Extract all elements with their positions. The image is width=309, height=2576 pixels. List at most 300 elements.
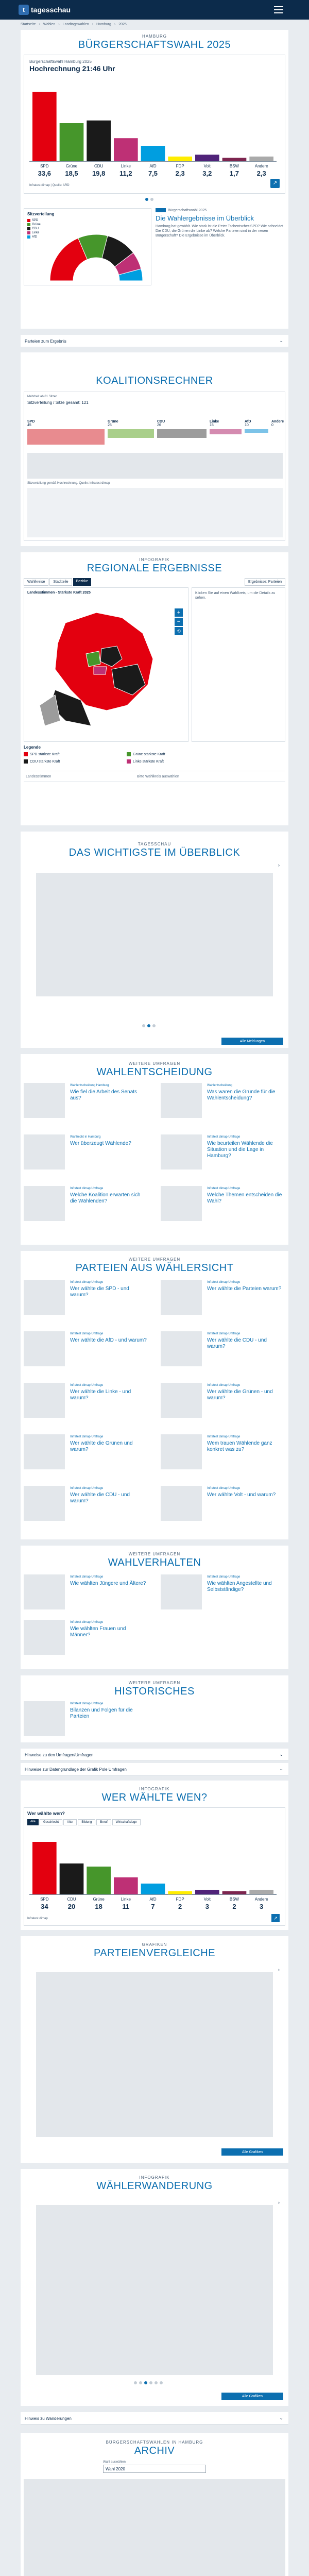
party-name: CDU bbox=[157, 420, 165, 423]
tick-label: FDP bbox=[176, 164, 184, 168]
section-title: ARCHIV bbox=[134, 2445, 175, 2456]
seat-legend-item bbox=[27, 231, 41, 234]
party-seats: 25 bbox=[108, 423, 112, 427]
teaser-tile[interactable] bbox=[24, 1134, 148, 1170]
tile-title[interactable]: Wie wählten Frauen und Männer? bbox=[70, 1626, 126, 1638]
bar-grüne[interactable] bbox=[60, 123, 84, 161]
tile-image bbox=[161, 1434, 202, 1469]
section-kicker: TAGESSCHAU bbox=[138, 842, 171, 846]
chart-title: Hochrechnung 21:46 Uhr bbox=[29, 64, 115, 73]
tile-title[interactable]: Bilanzen und Folgen für die Parteien bbox=[70, 1707, 133, 1719]
archive-section bbox=[21, 2433, 288, 2576]
tile-title[interactable]: Wer wählte die CDU - und warum? bbox=[207, 1337, 267, 1349]
tile-image bbox=[24, 1701, 65, 1736]
tile-image bbox=[161, 1331, 202, 1366]
tile-image bbox=[24, 1331, 65, 1366]
carousel-dot[interactable] bbox=[134, 2381, 137, 2384]
party-bar bbox=[157, 429, 207, 438]
teaser-card[interactable] bbox=[156, 208, 285, 285]
tile-image bbox=[161, 1486, 202, 1521]
chevron-down-icon: ⌄ bbox=[279, 1766, 283, 1771]
party-bar bbox=[108, 429, 154, 438]
coalition-section bbox=[21, 361, 288, 546]
tab-geschlecht[interactable]: Geschlecht bbox=[40, 1819, 62, 1825]
legend-swatch bbox=[27, 219, 30, 222]
tile-kicker: Infratest dimap Umfrage bbox=[207, 1281, 241, 1284]
tile-kicker: Infratest dimap Umfrage bbox=[70, 1187, 104, 1190]
tile-image bbox=[161, 1574, 202, 1609]
coalition-party-grüne[interactable] bbox=[108, 420, 154, 451]
party-name: Andere bbox=[271, 420, 284, 423]
section-kicker: WEITERE UMFRAGEN bbox=[128, 1681, 181, 1685]
tile-title[interactable]: Wer wählte die AfD - und warum? bbox=[70, 1337, 147, 1343]
hamburg-map[interactable] bbox=[35, 602, 168, 736]
teaser-text: Hamburg hat gewählt. Wie stark ist die Peter Tschentscher-SPD? Wie schneidet Die CDU, die Grünen die Linke ab? Welche Parteien sind in der neuen Bürgerschaft? Die Ergebnisse im Überblick. bbox=[156, 225, 284, 238]
tile-kicker: Wahlrecht in Hamburg bbox=[70, 1136, 101, 1139]
result-chart-card bbox=[24, 55, 285, 194]
who-voted-section bbox=[21, 1781, 288, 1930]
breadcrumb-item[interactable]: Startseite bbox=[21, 23, 36, 26]
teaser-tile[interactable] bbox=[161, 1574, 285, 1609]
legend-swatch bbox=[27, 231, 30, 234]
data-label: 20 bbox=[67, 1903, 76, 1910]
menu-icon[interactable] bbox=[274, 6, 283, 13]
region-tabs bbox=[24, 578, 91, 586]
breadcrumb-item[interactable]: Hamburg bbox=[96, 23, 111, 26]
tile-title[interactable]: Wie fiel die Arbeit des Senats aus? bbox=[70, 1089, 138, 1101]
teaser-tile[interactable] bbox=[161, 1383, 285, 1418]
carousel-dot[interactable] bbox=[154, 2381, 158, 2384]
tick-label: AfD bbox=[149, 1897, 157, 1902]
tab-bildung[interactable]: Bildung bbox=[78, 1819, 95, 1825]
tick-label: CDU bbox=[67, 1897, 76, 1902]
seat-card bbox=[24, 208, 151, 285]
seat-half-donut bbox=[45, 229, 148, 283]
zoom-out-button[interactable]: − bbox=[175, 618, 183, 626]
legend-label: Linke bbox=[32, 231, 40, 234]
party-seats: 26 bbox=[157, 423, 161, 427]
tile-kicker: Infratest dimap Umfrage bbox=[70, 1384, 104, 1387]
tile-kicker: Infratest dimap Umfrage bbox=[70, 1702, 104, 1705]
teaser-tile[interactable] bbox=[24, 1434, 148, 1469]
legend-swatch bbox=[24, 759, 28, 764]
bar-cdu[interactable] bbox=[60, 1863, 84, 1894]
data-label: 7,5 bbox=[148, 170, 158, 177]
party-bar bbox=[210, 429, 242, 434]
tile-image bbox=[24, 1383, 65, 1418]
legend-label: SPD stärkste Kraft bbox=[30, 752, 60, 756]
bar-afd[interactable] bbox=[141, 146, 165, 161]
tile-kicker: Infratest dimap Umfrage bbox=[70, 1487, 104, 1490]
legend-item bbox=[127, 752, 230, 756]
legend-swatch bbox=[27, 227, 30, 230]
map-card bbox=[24, 587, 188, 742]
accordion-data-notes[interactable] bbox=[21, 1763, 288, 1775]
share-icon[interactable]: ↗ bbox=[271, 1914, 280, 1922]
behavior-section bbox=[21, 1546, 288, 1669]
legend-swatch bbox=[127, 759, 131, 764]
all-graphics-button[interactable]: Alle Grafiken bbox=[221, 2148, 283, 2156]
tick-label: AfD bbox=[149, 164, 157, 168]
share-icon[interactable]: ↗ bbox=[270, 179, 280, 188]
overview-section bbox=[21, 832, 288, 1048]
archive-content bbox=[24, 2479, 285, 2576]
tile-kicker: Wahlentscheidung Hamburg bbox=[70, 1084, 109, 1087]
data-label: 11,2 bbox=[119, 170, 132, 177]
bar-andere[interactable] bbox=[249, 157, 273, 161]
tile-title[interactable]: Was waren die Gründe für die Wahlentscheidung? bbox=[207, 1089, 276, 1101]
carousel-dot[interactable] bbox=[152, 1024, 156, 1027]
regional-section bbox=[21, 552, 288, 825]
carousel-dot[interactable] bbox=[147, 1024, 150, 1027]
legend-label: CDU stärkste Kraft bbox=[30, 759, 60, 764]
coalition-note: Sitzverteilung gemäß Hochrechnung. Quelle: infratest dimap bbox=[27, 482, 110, 485]
section-title: DAS WICHTIGSTE IM ÜBERBLICK bbox=[68, 847, 241, 858]
breadcrumb-item: 2025 bbox=[118, 23, 127, 26]
breadcrumb-separator: › bbox=[39, 23, 40, 26]
data-label: 18 bbox=[95, 1903, 102, 1910]
tile-kicker: Infratest dimap Umfrage bbox=[207, 1332, 241, 1335]
bar-volt[interactable] bbox=[195, 155, 219, 161]
bar-cdu[interactable] bbox=[87, 121, 111, 161]
tile-title[interactable]: Wer überzeugt Wählende? bbox=[70, 1141, 131, 1146]
tile-title[interactable]: Wer wählte Volt - und warum? bbox=[207, 1492, 276, 1498]
coalition-party-spd[interactable] bbox=[27, 420, 105, 451]
section-title: PARTEIEN AUS WÄHLERSICHT bbox=[75, 1262, 234, 1274]
tile-image bbox=[24, 1280, 65, 1315]
section-kicker: BÜRGERSCHAFTSWAHLEN IN HAMBURG bbox=[106, 2440, 203, 2445]
section-kicker: WEITERE UMFRAGEN bbox=[128, 1061, 181, 1066]
legend-title: Legende bbox=[24, 745, 41, 750]
breadcrumb-separator: › bbox=[58, 23, 60, 26]
tile-kicker: Wahlentscheidung bbox=[207, 1084, 233, 1087]
tick-label: BSW bbox=[229, 164, 239, 168]
carousel-dot[interactable] bbox=[144, 2381, 147, 2384]
logo-text: tagesschau bbox=[31, 6, 71, 14]
tab-stadtteile[interactable]: Stadtteile bbox=[49, 578, 72, 586]
breadcrumb bbox=[21, 23, 127, 26]
teaser-badge bbox=[156, 208, 166, 212]
tile-title[interactable]: Wer wählte die CDU - und warum? bbox=[70, 1492, 130, 1504]
party-bar bbox=[27, 429, 105, 445]
teaser-tile[interactable] bbox=[24, 1280, 148, 1315]
tile-title[interactable]: Wer wählte die SPD - und warum? bbox=[70, 1286, 129, 1298]
bar-bsw[interactable] bbox=[222, 1891, 247, 1894]
tile-title[interactable]: Wem trauen Wählende ganz konkret was zu? bbox=[207, 1440, 272, 1452]
legend-label: Grüne stärkste Kraft bbox=[133, 752, 165, 756]
all-news-button[interactable]: Alle Meldungen bbox=[221, 1038, 283, 1045]
carousel-dots bbox=[134, 2381, 163, 2384]
site-header bbox=[0, 0, 309, 20]
comparison-section bbox=[21, 1936, 288, 2163]
chart-title: Wer wählte wen? bbox=[27, 1811, 65, 1816]
tick-label: Andere bbox=[254, 164, 268, 168]
coalition-party-afd[interactable] bbox=[245, 420, 268, 451]
tile-title[interactable]: Welche Koalition erwarten sich die Wählenden? bbox=[70, 1192, 141, 1204]
seat-legend bbox=[27, 219, 41, 239]
teaser-tile[interactable] bbox=[161, 1434, 285, 1469]
seat-legend-item bbox=[27, 219, 41, 222]
data-label: 11 bbox=[122, 1903, 130, 1910]
tick-label: Grüne bbox=[93, 1897, 105, 1902]
tile-kicker: Infratest dimap Umfrage bbox=[207, 1384, 241, 1387]
teaser-tile[interactable] bbox=[161, 1331, 285, 1366]
tick-label: Linke bbox=[121, 164, 131, 168]
legend-swatch bbox=[127, 752, 131, 756]
tile-kicker: Infratest dimap Umfrage bbox=[70, 1281, 104, 1284]
accordion-migration[interactable] bbox=[21, 2412, 288, 2425]
data-label: 18,5 bbox=[65, 170, 78, 177]
tile-kicker: Infratest dimap Umfrage bbox=[207, 1575, 241, 1579]
tile-title[interactable]: Wer wählte die Linke - und warum? bbox=[70, 1389, 131, 1401]
comparison-carousel[interactable] bbox=[36, 1972, 273, 2137]
coalition-party-linke[interactable] bbox=[210, 420, 242, 451]
logo-mark: t bbox=[19, 5, 29, 15]
legend-item bbox=[24, 752, 127, 756]
page-title: BÜRGERSCHAFTSWAHL 2025 bbox=[78, 39, 231, 50]
reset-icon[interactable]: ⟲ bbox=[175, 627, 183, 635]
carousel-dot[interactable] bbox=[160, 2381, 163, 2384]
teaser-tile[interactable] bbox=[24, 1486, 148, 1521]
accordion-parteien[interactable] bbox=[21, 335, 288, 347]
map-title: Landesstimmen - Stärkste Kraft 2025 bbox=[27, 591, 91, 595]
migration-carousel[interactable] bbox=[36, 2205, 273, 2375]
accordion-label: Hinweise zur Datengrundlage der Grafik Pole Umfragen bbox=[25, 1767, 127, 1772]
teaser-tile[interactable] bbox=[161, 1134, 285, 1170]
tile-title[interactable]: Welche Themen entscheiden die Wahl? bbox=[207, 1192, 282, 1204]
bar-grüne[interactable] bbox=[87, 1867, 111, 1894]
region-detail-card bbox=[192, 587, 285, 742]
data-label: 3 bbox=[205, 1903, 209, 1910]
tick-label: Volt bbox=[203, 1897, 211, 1902]
bar-linke[interactable] bbox=[114, 1877, 138, 1894]
region-select[interactable]: Bitte Wahlkreis auswählen bbox=[137, 775, 179, 778]
carousel-dot[interactable] bbox=[149, 2381, 152, 2384]
decision-section bbox=[21, 1054, 288, 1245]
tile-image bbox=[24, 1620, 65, 1655]
coalition-bars bbox=[27, 420, 283, 451]
carousel-dot[interactable] bbox=[145, 198, 148, 201]
coalition-select-label: Sitzverteilung / Sitze gesamt: 121 bbox=[27, 400, 89, 405]
tile-kicker: Infratest dimap Umfrage bbox=[207, 1487, 241, 1490]
region-footer-label: Landesstimmen bbox=[26, 775, 52, 778]
breadcrumb-separator: › bbox=[92, 23, 94, 26]
tab-alter[interactable]: Alter bbox=[63, 1819, 77, 1825]
teaser-kicker: Bürgerschaftswahl 2025 bbox=[168, 208, 207, 212]
legend-label: Linke stärkste Kraft bbox=[133, 759, 164, 764]
section-title: KOALITIONSRECHNER bbox=[96, 375, 213, 386]
map-legend bbox=[24, 752, 230, 764]
tile-image bbox=[24, 1083, 65, 1118]
zoom-in-button[interactable]: + bbox=[175, 608, 183, 617]
party-seats: 0 bbox=[271, 423, 273, 427]
legend-label: Grüne bbox=[32, 223, 41, 226]
chevron-down-icon: ⌄ bbox=[279, 1752, 283, 1757]
data-label: 3 bbox=[260, 1903, 264, 1910]
tile-image bbox=[161, 1134, 202, 1170]
chevron-right-icon[interactable]: › bbox=[278, 1967, 280, 1972]
history-tile[interactable] bbox=[24, 1701, 148, 1736]
chevron-right-icon[interactable]: › bbox=[278, 862, 280, 868]
tick-label: Andere bbox=[254, 1897, 268, 1902]
archive-select[interactable]: Wahl 2020 bbox=[103, 2465, 206, 2473]
chevron-right-icon[interactable]: › bbox=[278, 2200, 280, 2205]
coalition-result-area bbox=[27, 488, 283, 537]
breadcrumb-item[interactable]: Wahlen bbox=[43, 23, 56, 26]
tab-beruf[interactable]: Beruf bbox=[96, 1819, 111, 1825]
legend-label: SPD bbox=[32, 219, 39, 222]
section-title: WÄHLERWANDERUNG bbox=[96, 2180, 213, 2192]
tick-label: CDU bbox=[94, 164, 104, 168]
tile-kicker: Infratest dimap Umfrage bbox=[70, 1332, 104, 1335]
tick-label: Volt bbox=[203, 164, 211, 168]
chart-source: Infratest dimap | Quelle: ARD bbox=[29, 184, 70, 187]
legend-item bbox=[24, 759, 127, 764]
bar-andere[interactable] bbox=[249, 1890, 273, 1894]
teaser-tile[interactable] bbox=[161, 1486, 285, 1521]
section-title: WAHLENTSCHEIDUNG bbox=[96, 1066, 213, 1078]
results-dropdown[interactable]: Ergebnisse: Parteien bbox=[245, 578, 285, 586]
legend-label: AfD bbox=[32, 235, 38, 239]
chart-source: Infratest dimap bbox=[27, 1917, 48, 1920]
teaser-tile[interactable] bbox=[24, 1620, 148, 1655]
tile-kicker: Infratest dimap Umfrage bbox=[207, 1187, 241, 1190]
tab-bezirke[interactable]: Bezirke bbox=[73, 578, 91, 586]
seat-legend-item bbox=[27, 235, 41, 239]
data-label: 33,6 bbox=[38, 170, 51, 177]
seat-legend-item bbox=[27, 227, 41, 230]
section-title: WAHLVERHALTEN bbox=[108, 1557, 201, 1568]
tile-image bbox=[24, 1186, 65, 1221]
bar-spd[interactable] bbox=[32, 92, 57, 161]
tab-wahlkreise[interactable]: Wahlkreise bbox=[24, 578, 48, 586]
overview-carousel[interactable] bbox=[36, 873, 273, 996]
teaser-tile[interactable] bbox=[24, 1186, 148, 1221]
section-kicker: HAMBURG bbox=[142, 34, 167, 39]
section-kicker: WEITERE UMFRAGEN bbox=[128, 1257, 181, 1262]
section-title: REGIONALE ERGEBNISSE bbox=[87, 563, 222, 574]
tile-title[interactable]: Wer wählte die Grünen und warum? bbox=[70, 1440, 133, 1452]
bar-fdp[interactable] bbox=[168, 1891, 192, 1894]
teaser-tile[interactable] bbox=[24, 1574, 148, 1609]
teaser-tile[interactable] bbox=[24, 1083, 148, 1118]
tile-kicker: Infratest dimap Umfrage bbox=[207, 1136, 241, 1139]
legend-swatch bbox=[27, 235, 30, 239]
party-seats: 10 bbox=[245, 423, 249, 427]
result-bar-chart bbox=[29, 77, 277, 180]
data-label: 2,3 bbox=[256, 170, 266, 177]
section-title: WER WÄHLTE WEN? bbox=[101, 1792, 208, 1803]
who-voted-card bbox=[24, 1807, 285, 1926]
tab-wirtschaftslage[interactable]: Wirtschaftslage bbox=[112, 1819, 141, 1825]
party-name: Linke bbox=[210, 420, 219, 423]
tile-title[interactable]: Wer wählte die Parteien warum? bbox=[207, 1286, 282, 1292]
teaser-tile[interactable] bbox=[161, 1186, 285, 1221]
data-label: 2 bbox=[232, 1903, 236, 1910]
who-voted-tabs bbox=[27, 1819, 141, 1825]
bar-bsw[interactable] bbox=[222, 158, 247, 161]
data-label: 1,7 bbox=[229, 170, 239, 177]
tile-title[interactable]: Wer wählte die Grünen - und warum? bbox=[207, 1389, 273, 1401]
section-kicker: INFOGRAFIK bbox=[139, 557, 170, 562]
carousel-dot[interactable] bbox=[142, 1024, 145, 1027]
chevron-down-icon: ⌄ bbox=[279, 338, 283, 343]
coalition-party-cdu[interactable] bbox=[157, 420, 207, 451]
carousel-dots bbox=[142, 1024, 156, 1027]
accordion-label: Hinweis zu Wanderungen bbox=[25, 2416, 72, 2421]
history-section bbox=[21, 1675, 288, 1742]
bar-volt[interactable] bbox=[195, 1890, 219, 1894]
breadcrumb-separator: › bbox=[114, 23, 116, 26]
bar-afd[interactable] bbox=[141, 1884, 165, 1894]
teaser-title[interactable]: Die Wahlergebnisse im Überblick bbox=[156, 214, 254, 222]
teaser-tile[interactable] bbox=[24, 1383, 148, 1418]
accordion-label: Parteien zum Ergebnis bbox=[25, 339, 66, 344]
teaser-tile[interactable] bbox=[161, 1083, 285, 1118]
accordion-survey-notes[interactable] bbox=[21, 1749, 288, 1761]
teaser-tile[interactable] bbox=[24, 1331, 148, 1366]
data-label: 7 bbox=[151, 1903, 155, 1910]
bar-spd[interactable] bbox=[32, 1842, 57, 1894]
who-voted-bar-chart bbox=[29, 1831, 277, 1913]
tile-image bbox=[161, 1083, 202, 1118]
bar-fdp[interactable] bbox=[168, 157, 192, 161]
tick-label: Linke bbox=[121, 1897, 131, 1902]
data-label: 19,8 bbox=[92, 170, 106, 177]
tick-label: SPD bbox=[40, 1897, 49, 1902]
migration-section bbox=[21, 2169, 288, 2406]
data-label: 34 bbox=[41, 1903, 48, 1910]
tile-image bbox=[24, 1486, 65, 1521]
breadcrumb-item[interactable]: Landtagswahlen bbox=[62, 23, 89, 26]
tile-kicker: Infratest dimap Umfrage bbox=[70, 1575, 104, 1579]
parties-section bbox=[21, 1251, 288, 1539]
tick-label: SPD bbox=[40, 164, 49, 168]
section-kicker: INFOGRAFIK bbox=[139, 2175, 170, 2180]
logo[interactable] bbox=[19, 5, 71, 15]
carousel-dot[interactable] bbox=[139, 2381, 142, 2384]
carousel-dots bbox=[145, 198, 153, 201]
party-name: AfD bbox=[245, 420, 251, 423]
tick-label: Grüne bbox=[65, 164, 78, 168]
coalition-drop-zone[interactable] bbox=[27, 453, 283, 479]
coalition-subtitle: Mehrheit ab 61 Sitzen bbox=[27, 395, 58, 398]
all-graphics-button[interactable]: Alle Grafiken bbox=[221, 2393, 283, 2400]
section-kicker: GRAFIKEN bbox=[142, 1942, 167, 1947]
teaser-tile[interactable] bbox=[161, 1280, 285, 1315]
tile-kicker: Infratest dimap Umfrage bbox=[70, 1435, 104, 1438]
party-seats: 15 bbox=[210, 423, 214, 427]
accordion-label: Hinweise zu den Umfragen/Umfragen bbox=[25, 1753, 94, 1757]
chevron-down-icon: ⌄ bbox=[279, 2415, 283, 2420]
tile-title[interactable]: Wie beurteilen Wählende die Situation und die Lage in Hamburg? bbox=[207, 1141, 273, 1159]
tile-title[interactable]: Wie wählten Jüngere und Ältere? bbox=[70, 1581, 146, 1586]
section-kicker: INFOGRAFIK bbox=[139, 1787, 170, 1791]
tile-title[interactable]: Wie wählten Angestellte und Selbstständige? bbox=[207, 1581, 272, 1592]
chart-kicker: Bürgerschaftswahl Hamburg 2025 bbox=[29, 59, 92, 64]
tab-alle[interactable]: Alle bbox=[27, 1819, 39, 1825]
legend-label: CDU bbox=[32, 227, 39, 230]
bar-linke[interactable] bbox=[114, 138, 138, 161]
party-name: Grüne bbox=[108, 420, 118, 423]
party-bar bbox=[245, 429, 268, 433]
coalition-party-andere[interactable] bbox=[271, 420, 292, 451]
teaser-kicker-row bbox=[156, 208, 285, 212]
tile-image bbox=[24, 1574, 65, 1609]
carousel-dot[interactable] bbox=[150, 198, 153, 201]
section-title: HISTORISCHES bbox=[114, 1686, 195, 1697]
legend-swatch bbox=[24, 752, 28, 756]
